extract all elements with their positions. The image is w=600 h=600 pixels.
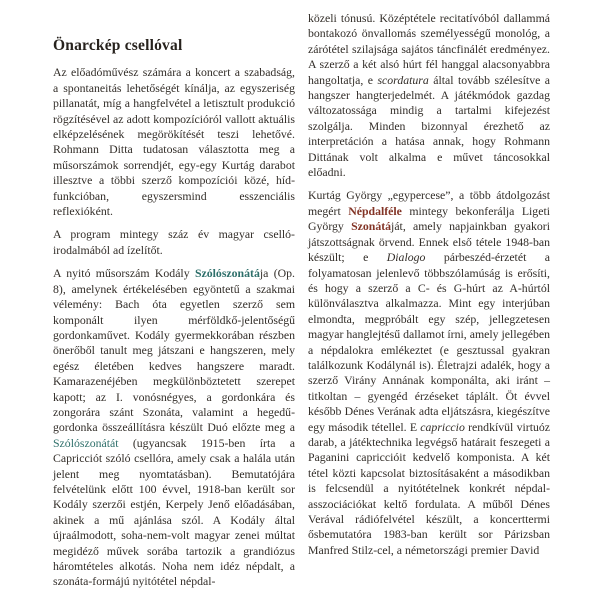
paragraph xyxy=(308,188,550,558)
text-run: ját, amely napjainkban gyakori játszottságnak örvend. Ennek első tétele 1948-ban készült; e xyxy=(308,219,550,265)
text-run: scordatura xyxy=(377,72,429,87)
paragraph xyxy=(53,65,295,219)
text-run: Szólószonátát xyxy=(53,435,119,450)
text-run: Népdalféle xyxy=(348,203,402,218)
text-run: Kurtág György „egypercese”, a több átdolgozást megért xyxy=(308,188,550,218)
text-run: Az előadóművész számára a koncert a szabadság, a spontaneitás lehetőségét kínálja, az egyszeriség pillanatát, míg a hangfelvétel a letisztult produkció rögzítésével az adott kompozícióról vallott aktuális elképzelésének megörökítését teszi lehetővé. Rohmann Ditta tudatosan választotta meg a műsorszámok sorrendjét, egy-egy Kurtág darabot illesztve a többi szerző kompozíciói közé, híd-funkcióban, egyszersmind esszenciális reflexióként. xyxy=(53,65,295,219)
text-run: ja (Op. 8), amelynek értékelésében egyöntetű a szakmai vélemény: Bach óta egyetlen szerző sem komponált ilyen mérföldkő-jelentőségű gordonkaművet. Kodály gyermekkorában részben önerőből tanult meg játszani e hangszeren, mely egész életében kedves hangszere maradt. Kamarazenéjében megkülönböztetett szerepet kapott; az I. vonósnégyes, a gordonkára és zongorára szánt Szonáta, valamint a hegedű-gordonka összeállításra készült Duó előzte meg a xyxy=(53,266,295,435)
text-run: párbeszéd-érzetét a folyamatosan jelenlevő többszólamúság is erősíti, és hogy a szerző a C- és G-húrt az A-húrtól különválasztva alkalmazza. Mint egy interjúban elmondta, megpróbált egy szép, jellegzetesen magyar hanglejtésű dallamot írni, amely jellegében a népdalokra emlékeztet (e gesztussal gyakran találkozunk Kodálynál is). Életrajzi adalék, hogy a szerző Virány Annának komponálta, aki iránt – titkoltan – gyengéd érzéseket táplált. Öt évvel később Dénes Verának adta eljátszásra, kiegészítve egy második tétellel. E xyxy=(308,250,550,434)
text-run: A program mintegy száz év magyar cselló-irodalmából ad ízelítőt. xyxy=(53,227,295,257)
text-run: mintegy bekonferálja Ligeti György xyxy=(308,203,550,234)
text-run: (ugyancsak 1915-ben írta a Capricciót szóló csellóra, amely csak a halála után jelent meg nyomtatásban). Bemutatójára felvételünk előtt 100 évvel, 1918-ban került sor Kodály szerzői estjén, Kerpely Jenő előadásában, akinek a mű ajánlása szól. A Kodály által újraálmodott, soha-nem-volt magyar zenei múltat megidéző művek sorába tartozik a grandiózus háromtételes alkotás. Noha nem idéz népdalt, a szonáta-formájú nyitótétel népdal- xyxy=(53,435,295,589)
column-left xyxy=(53,38,295,598)
page-title: Önarckép csellóval xyxy=(53,37,183,54)
text-run: A nyitó műsorszám Kodály xyxy=(53,266,195,281)
paragraph xyxy=(308,11,550,180)
text-run: által tovább szélesítve a hangszer hangterjedelmét. A játékmódok gazdag változatossága mindig a tartalmi kifejezést szolgálja. Minden bizonnyal érezhető az interpretáción a hatása annak, hogy Rohmann Dittának volt alkalma e művet táncosokkal előadni. xyxy=(308,72,550,180)
column-right-text xyxy=(308,11,550,558)
column-right xyxy=(308,11,550,566)
text-run: Szonátá xyxy=(351,219,392,234)
text-run: capriccio xyxy=(420,419,465,434)
paragraph xyxy=(53,227,295,258)
text-run: Dialogo xyxy=(386,250,426,265)
text-run: közeli tónusú. Középtétele recitatívóból dallammá bontakozó önvallomás személyességű monológ, a zárótétel szilajsága sajátos táncfinálét eredményez. A szerző a két alsó húrt fél hanggal alacsonyabbra hangoltatja, e xyxy=(308,11,550,87)
text-run: rendkívül virtuóz darab, a játéktechnika legvégső határait feszegeti a Paganini capriccióit kedvelő komponista. A két tétel közti kapcsolat biztosításaként a másodikban is felcsendül a nyitótételnek konkrét népdal-asszociációkat keltő fordulata. A műből Dénes Verával rádiófelvétel készült, a koncerttermi ősbemutatóra 1983-ban került sor Párizsban Manfred Stilz-cel, a németországi premier David xyxy=(308,419,550,557)
text-run: Szólószonátá xyxy=(194,266,260,281)
column-left-text xyxy=(53,65,295,589)
paragraph xyxy=(53,266,295,590)
text-columns xyxy=(53,11,550,598)
